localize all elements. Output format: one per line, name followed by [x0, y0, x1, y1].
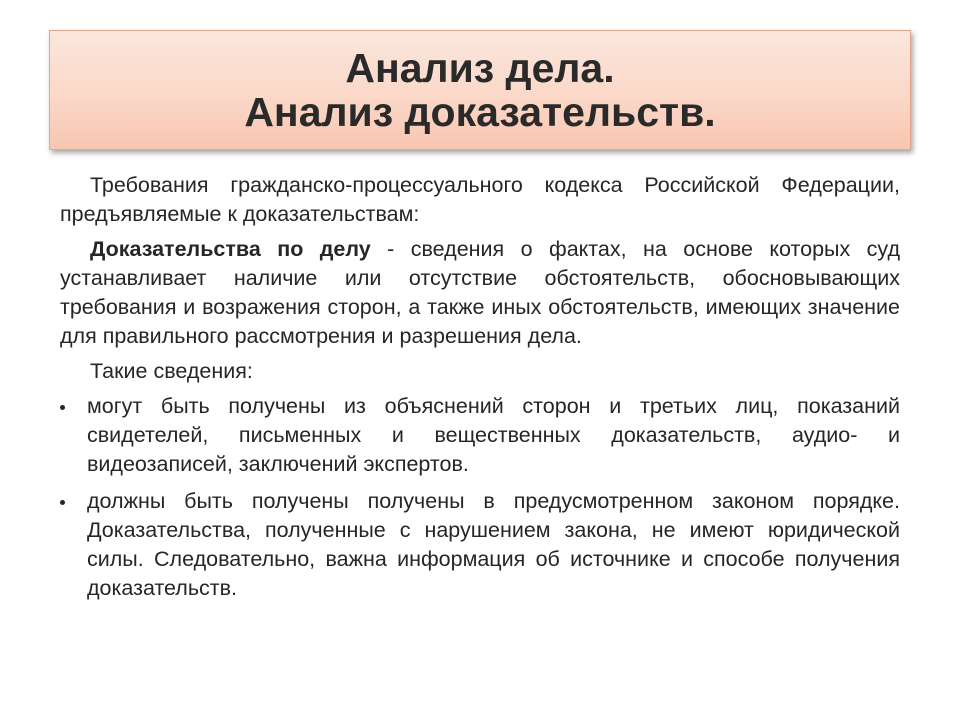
- bullet-dot-icon: [60, 500, 65, 505]
- list-intro: Такие сведения:: [90, 359, 253, 383]
- bullet-dot-icon: [60, 405, 65, 410]
- slide-title-line-2: Анализ доказательств.: [244, 89, 716, 135]
- definition-paragraph: [60, 235, 900, 351]
- bullet-text: должны быть получены получены в предусмотренном законом порядке. Доказательства, полученные с нарушением закона, не имеют юридической силы. Следовательно, важна информация об источнике и способе получения доказательств.: [87, 489, 900, 600]
- bullet-text: могут быть получены из объяснений сторон и третьих лиц, показаний свидетелей, письменных и вещественных доказательств, аудио- и видеозаписей, заключений экспертов.: [87, 394, 900, 476]
- definition-term: Доказательства по делу: [90, 237, 371, 261]
- intro-paragraph: Требования гражданско-процессуального кодекса Российской Федерации, предъявляемые к доказательствам:: [60, 173, 900, 226]
- slide-title-line-1: Анализ дела.: [345, 45, 615, 91]
- evidence-bullet-list: [60, 392, 900, 603]
- bullet-item: [60, 487, 900, 603]
- slide-title-box: [49, 30, 911, 150]
- slide-body: [60, 171, 900, 611]
- bullet-item: [60, 392, 900, 479]
- definition-text: - сведения о фактах, на основе которых суд устанавливает наличие или отсутствие обстоятельств, обосновывающих требования и возражения сторон, а также иных обстоятельств, имеющих значение для правильного рассмотрения и разрешения дела.: [60, 237, 901, 348]
